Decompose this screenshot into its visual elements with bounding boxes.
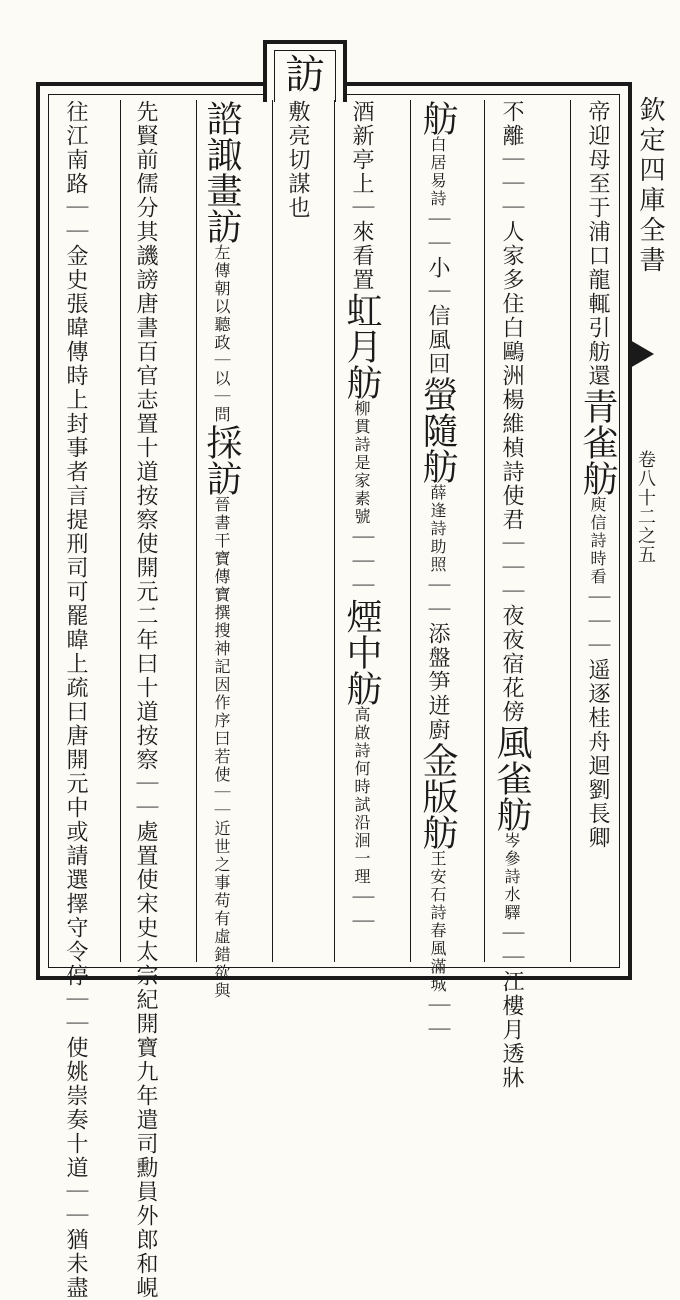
column-text: ｜來看置: [349, 196, 374, 292]
column-text: 小｜信風回: [425, 256, 450, 376]
entry-source: 晉書干寶傳寶撰搜神記因作序曰若使｜｜近世之事苟有虛錯欲與: [212, 496, 231, 1000]
entry-term: 螢隨舫: [417, 376, 458, 484]
text-column-8: [62, 100, 88, 1300]
entry-term: 金版舫: [417, 742, 458, 850]
entry-term: 諮諏畫訪: [201, 100, 242, 244]
column-rule: [196, 100, 197, 962]
column-text: ｜｜｜遥逐桂舟迴劉長卿: [585, 586, 610, 850]
entry-source: 左傳朝以聽政｜以｜問: [212, 244, 231, 424]
column-text: 敷亮切謀也: [285, 100, 310, 220]
column-text: 往江南路｜｜金史張暐傳時上封事者言提刑司可罷暐上疏曰唐開元中或請選擇守令停｜｜使姚崇奏十道｜｜猶未盡: [63, 100, 88, 1300]
entry-source: 王安石詩春風滿城: [428, 850, 447, 994]
entry-term: 虹月舫: [341, 292, 382, 400]
entry-source: 岑參詩水驛: [502, 832, 521, 922]
column-rule: [484, 100, 485, 962]
column-rule: [410, 100, 411, 962]
column-text: 不離｜｜｜人家多住白鷗洲楊維楨詩使君｜｜｜夜夜宿花傍: [499, 100, 524, 724]
heading-character: 訪: [285, 52, 325, 98]
margin-book-title: 欽定四庫全書: [635, 96, 665, 276]
text-column-1: [577, 100, 618, 960]
column-text: ｜｜: [425, 994, 450, 1042]
column-text: 酒新亭上: [349, 100, 374, 196]
column-text: ｜｜｜: [349, 526, 374, 598]
margin-volume: 卷八十二之五: [635, 450, 656, 564]
entry-term: 煙中舫: [341, 598, 382, 706]
entry-term: 舫: [417, 100, 458, 136]
column-text: ｜｜添盤笋迸廚: [425, 574, 450, 742]
column-rule: [570, 100, 571, 962]
column-text: ｜｜江樓月透牀: [499, 922, 524, 1090]
column-rule: [334, 100, 335, 962]
column-text: 帝迎母至于浦口龍輒引舫還: [585, 100, 610, 388]
text-column-5: [284, 100, 310, 960]
entry-source: 薛逢詩助照: [428, 484, 447, 574]
entry-source: 柳貫詩是家素號: [352, 400, 371, 526]
text-column-4: [341, 100, 382, 960]
fish-tail-mark: [630, 340, 654, 368]
text-column-3: [417, 100, 458, 1042]
column-rule: [120, 100, 121, 962]
text-column-2: [491, 100, 532, 1090]
entry-source: 高啟詩何時試沿洄一理: [352, 706, 371, 886]
text-column-7: [132, 100, 158, 1300]
entry-term: 青雀舫: [577, 388, 618, 496]
column-text: ｜｜: [425, 208, 450, 256]
entry-source: 庾信詩時看: [588, 496, 607, 586]
entry-term: 採訪: [201, 424, 242, 496]
column-rule: [272, 100, 273, 962]
entry-term: 風雀舫: [491, 724, 532, 832]
column-text: ｜｜: [349, 886, 374, 934]
entry-source: 白居易詩: [428, 136, 447, 208]
column-text: 先賢前儒分其譏謗唐書百官志置十道按察使開元二年曰十道按察｜｜處置使宋史太宗紀開寶九年遣司勳員外郎和峴: [133, 100, 158, 1300]
text-column-6: [201, 100, 242, 1000]
